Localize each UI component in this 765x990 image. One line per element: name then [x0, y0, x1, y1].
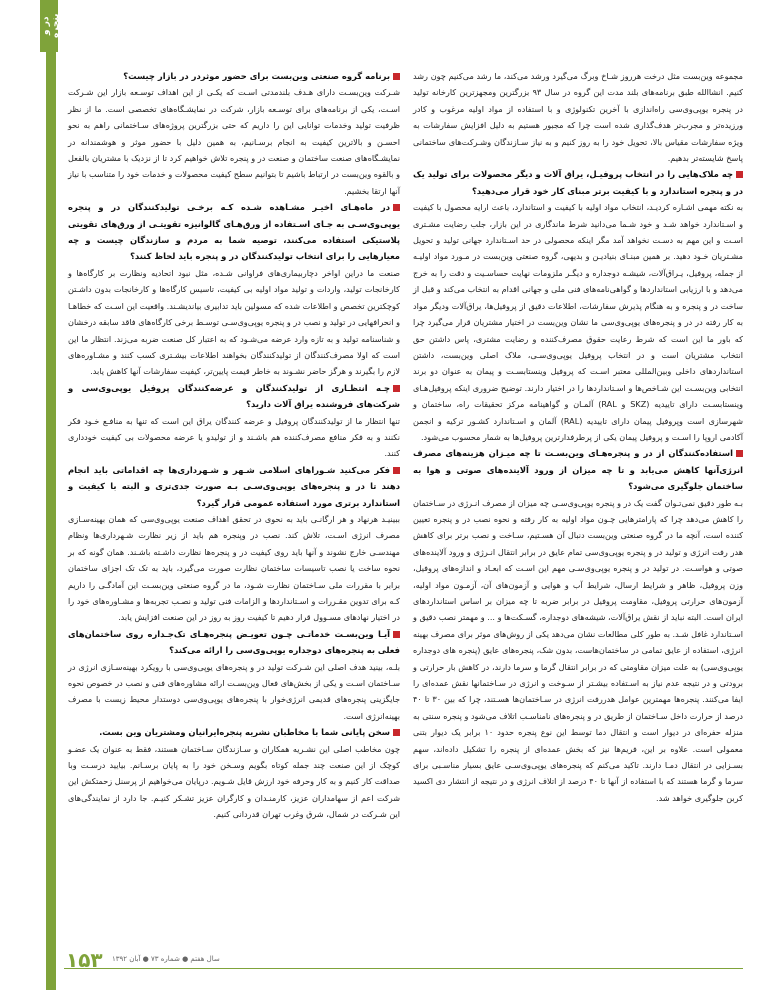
question-bullet-icon — [393, 631, 400, 638]
interview-answer: بـه طور دقیق نمی‌تـوان گفت یک در و پنجره یوپی‌وی‌سـی چه میزان از مصرف انـرژی در سـاختمان را کاهش می‌دهد چرا که پارامترهایی چـون مواد اولیه به کار رفته و نحوه نصب در و پنجره تعیین کننده است، آنچه ما در گروه صنعتی وین‌بست دنبال آن هسـتیم، سـاخت و نصب برتر برای کاهش هدر رفت انرژی و تولید در و پنجره یوپی‌وی‌سی تمام عایق در برابر انتقال انـرژی و ورود آلاینده‌های صوتی و هواسـت. در تولید در و پنجره یوپی‌وی‌سـی مهم این اسـت که ابعـاد و اندازه‌های پروفیل، وزن پروفیل، ظاهر و شرایط ارسال، شرایط آب و هوایی و آزمون‌های آن، آزمـون مواد اولیه، آزمون‌های حرارتی پروفیل، مقاومت پروفیل در برابر ضربه تا چه میزان بر اساس استانداردهای ایران است. البته نباید از نقش یراق‌آلات، شیشه‌های دوجداره، گسـکت‌ها و ... و مهمتر نصب دقیق و اسـتاندارد غافل شـد. به طور کلی مطالعات نشان می‌دهد یکی از روش‌های موثر برای مصرف بهینه انرژی، استفاده از عایق تمامی در ساختمان‌هاست، بدون شک، پنجره‌های عایق (پنجره های دوجداره یوپی‌وی‌سی) به علت میزان مقاومتی که در برابر انتقال گرما و سرما دارند، در کاهش بار حرارتی و برودتی و در نتیجه عدم نیاز به اسـتفاده بیشـتر از سـوخت و انرژی در سـاختمانها نقش عمده‌ای را ایفا می‌کنند. پنجره‌ها مهمترین عوامل هدررفت انرژی در سـاختمان‌ها هسـتند، چرا که بین ۳۰ تا ۴۰ درصد از حرارت داخل سـاختمان از طریق در و پنجره‌های نامناسـب اتلاف می‌شود و پنجره سنتی به منزله حفره‌ای در دیوار است و انتقال دما توسط این نوع پنجره حدود ۱۰ برابر یک دیوار بتنی معمولی است. علاوه بر این، فریم‌ها نیز که بخش عمده‌ای از پنجره را تشکیل داده‌اند، سهم بسـزایی در انتقال دمـا دارند. تاکید می‌کنم که پنجره‌های یوپی‌وی‌سـی عایق بسیار مناسـبی برای سرما و گرما هستند که با استفاده از آنها تا ۴۰ درصد از اتلاف انرژی و در نتیجه از انتشار دی اکسید کربن جلوگیری خواهد شد. — [413, 497, 743, 803]
question-text: فکر می‌کنید شـوراهای اسلامی شـهر و شـهرداری‌ها چه اقداماتی باید انجام دهند تا در و پنجره‌های یوپی‌وی‌سـی بـه صورت جدی‌تری و البته با کیفیت و استاندارد برتری مورد استفاده عمومی قرار گیرد؟ — [68, 464, 400, 508]
interview-answer: صنعت ما دراین اواخر دچاربیماری‌های فراوانی شـده، مثل نبود اتحادیه ونظارت بر کارگاه‌ها و کارخانجات تولید، واردات و تولید مواد اولیه بی کیفیت، تاسیس کارگاه‌ها و کارخانجات بدون داشـتن کوچکترین تخصص و اطلاعات شده که مسولین باید تدابیری بیاندیشـند. واقعیت این اسـت که خطاهـا و انحرافهایی در تولید و نصب در و پنجره یوپی‌وی‌سـی توسـط برخی کارگاه‌های فاقد سابقه درخشان و شناسنامه تولید و به تازه وارد عرضه می‌شـود که به اعتبار کل صنعت ضربه می‌زند. انتظار ما این است که اولا مصرف‌کنندگان از تولیدکنندگان بخواهند اطلاعات بیشـتری کسب کنند و مشـاوره‌های لازم را بگیرند و هرگز حاضر نشـوند به خاطر قیمت پایین‌تر، کیفیت سفارشات آنها کاهش یابد. — [68, 267, 400, 377]
interview-answer: مجموعه وین‌بست مثل درخت هرروز شـاخ وبرگ می‌گیرد ورشد می‌کند، ما رشد می‌کنیم چون رشد کنیم. انشاالله طبق برنامه‌های بلند مدت این گروه در سال ۹۳ بزرگترین ومجهزترین کارخانه تولید در پنجره یوپی‌وی‌سی راه‌اندازی با آخرین تکنولوژی و با استفاده از مواد اولیه مرغوب و کادر ورزیده‌تر و مجرب‌تر هدف‌گذاری شده است چرا که مجبور هستیم به دلیل افزایش سفارشات به ویژه سفارشات مقیاس بالا، تحویل خود را به روز کنیم و به نیاز سـازندگان وشـرکت‌های ساختمانی پاسخ شایسته‌تر بدهیم. — [413, 71, 743, 164]
question-bullet-icon — [736, 171, 743, 178]
question-text: استفاده‌کنندگان از در و پنجره‌هـای وین‌بسـت تا چه میـزان هزینه‌های مصرف انرژی‌آنها کاهش می‌یابد و تا چه میزان از ورود آلاینده‌های صوتی و هوا به ساختمان جلوگیری می‌شود؟ — [413, 448, 743, 492]
interview-answer: به نکته مهمی اشـاره کردیـد، انتخاب مواد اولیه با کیفیت و استاندارد، باعث ارایه محصول با کیفیت و اسـتاندارد خواهد شـد و خود شـما می‌دانید شرط ماندگاری در این بازار، جلب رضایت مشـتری اسـت و این مهم به دسـت نخواهد آمد مگر اینکه محصولی در حد اسـتاندارد جهانی تولید و تحویل مشـتریان خـود دهید. بر همین مبنـای بنیادیـن و بدیهی، گروه صنعتی وین‌بست در مـورد مواد اولیـه از جمله، پروفیل، یـراق‌آلات، شیشـه دوجداره و دیگـر ملزومات نهایت حساسـیت و دقت را به خرج می‌دهد و با ارزیابی استانداردها و گواهی‌نامه‌های فنی ملی و جهانی اقدام به انتخاب می‌کند و قبل از ساخت در و پنجره و به هنگام پذیرش سفارشات، اطلاعات دقیق از پروفیل‌ها، یراق‌آلات ودیگر مواد به کار رفته در در و پنجره‌های یوپی‌وی‌سی ما نشان وین‌بست در اختیار مشتریان قرار می‌گیرد چرا که باور ما این است که شرط رعایت حقوق مصرف‌کننده و رضایت مشتری، پاس داشتن حق انتخاب مشتریان است و در انتخاب پروفیل یوپی‌وی‌سـی، ملاک اصلی وین‌بست، داشتن استانداردهای داخلی وبین‌المللی معتبر اسـت که پروفیل وینستابسـت و پیمان به عنوان دو برند انتخابی وین‌بسـت این شـاخص‌ها و اسـتانداردها را در اختیار دارند. توضیح ضروری اینکه پروفیل‌هـای وینستابسـت دارای تاییدیه (SKZ و RAL) آلمـان و گواهینامه مرکز تحقیقات راه، ساختمان و شهرسازی است وپروفیل پیمان دارای تاییدیه (RAL) آلمان و اسـتاندارد کشـور ترکیه و انجمن آکادمی اروپا را اسـت و پروفیل پیمان یکی از پرطرفدارترین پروفیل‌ها به شمار محسوب می‌شود. — [413, 202, 743, 442]
question-text: چـه انتظـاری از تولیدکنندگان و عرضه‌کنندگان پروفیل یوپی‌وی‌سی و شرکت‌های فروشنده یراق آلات دارید؟ — [68, 382, 400, 410]
question-text: سخن پایانی شما با مخاطبان نشریه پنجره‌ایرانیان ومشتریان وین بست. — [99, 727, 390, 738]
right-text-column — [413, 68, 743, 806]
footer-issue-info: سال هفتم ● شماره ۷۳ ● آبان ۱۳۹۲ — [112, 955, 220, 963]
interview-question — [68, 199, 400, 265]
page-number: ۱۵۳ — [66, 948, 103, 972]
interview-answer: ببینیـد هرنهاد و هر ارگانـی باید به نحوی در تحقق اهداف صنعت یوپی‌وی‌سی که همان بهینه‌سـازی مصرف انرژی اسـت، تلاش کند. نصب در وپنجره هم باید از زیر نظارت شـهرداری‌ها ونظام مهندسـی خارج نشوند و آنها باید روی کیفیت در و پنجره‌ها نظارت داشـته باشـند. همان گونه که بر نحوه ساخت یا نصب تاسیسات ساختمان نظارت صورت می‌گیرد، باید به تک تک اجزای ساختمان برابر با مقررات ملی سـاختمان نظارت شـود، ما در گروه صنعتی وین‌بسـت این آمادگـی را داریم کـه برای تدوین مقـررات و اسـتانداردها و الزامات فنی تولید و نصـب تجربه‌ها و مشـاوره‌های خود را در اختیار نهادهای مسـوول قرار دهیم تا کیفیت روز به روز در این صنعت افزایش یابد. — [68, 513, 400, 623]
sidebar-accent-strip — [46, 0, 56, 990]
page-sidebar — [0, 0, 61, 990]
question-bullet-icon — [393, 73, 400, 80]
interview-question — [68, 380, 400, 413]
question-bullet-icon — [393, 204, 400, 211]
interview-question — [68, 462, 400, 511]
interview-answer: بلـه، بینید هدف اصلی این شـرکت تولید در و پنجره‌های یوپی‌وی‌سی با رویکرد بهینه‌سـازی انرژی در سـاختمان اسـت و یکی از بخش‌های فعال وین‌بسـت ارائه مشاوره‌های فنی و نصب در خصوص نحوه جایگزینی پنجره‌های قدیمی انرژی‌خوار با پنجره‌های یوپی‌وی‌سی دوستدار محیط زیست با مصرف بهینه‌انرژی است. — [68, 661, 400, 721]
section-label: در و پنجره — [41, 13, 61, 39]
question-text: برنامه گروه صنعتی وین‌بست برای حضور موثردر در بازار چیست؟ — [123, 71, 390, 81]
question-bullet-icon — [736, 450, 743, 457]
question-text: آیـا وین‌بسـت خدماتـی چـون تعویـض پنجره‌هـای تک‌جـداره روی ساختمان‌های فعلی به پنجره‌های دوجداره یوپی‌وی‌سی را ارائه می‌کند؟ — [68, 628, 400, 656]
interview-question — [413, 445, 743, 494]
question-text: چه ملاک‌هایی را در انتخاب پروفیـل، یراق آلات و دیگر محصولات برای تولید یک در و پنجره استاندارد و با کیفیت برتر مبنای کار خود قرار می‌دهید؟ — [413, 169, 743, 196]
interview-question — [68, 68, 400, 84]
question-bullet-icon — [393, 729, 400, 736]
question-text: در ماه‌هـای اخیـر مشـاهده شـده کـه برخـی تولیدکنندگان در و پنجره یوپی‌وی‌سـی به جـای اسـتفاده از ورق‌هـای گالوانیزه تقویتـی از ورق‌های تقویتی پلاستیکی استفاده می‌کنند، توصیه شما به مردم و سازندگان چیست و چه معیارهایی را برای انتخاب تولیدکنندگان در و پنجره باید لحاظ کنند؟ — [68, 202, 400, 262]
interview-question — [68, 724, 400, 740]
interview-answer: تنها انتظار ما از تولیدکنندگان پروفیل و عرضه کنندگان یراق این است که تنها به منافـع خـود فکر نکنند و به فکر منافع مصرف‌کننده هم باشـند و از تولیدو یا عرضه محصولات بی کیفیت خودداری کنند. — [68, 415, 400, 459]
interview-question — [413, 166, 743, 199]
interview-question — [68, 626, 400, 659]
question-bullet-icon — [393, 467, 400, 474]
footer-divider — [64, 968, 743, 969]
interview-answer: چون مخاطب اصلی این نشـریه همکاران و سـازندگان سـاختمان هستند، فقط به عنوان یک عضـو کوچک از این صنعت چند جمله کوتاه بگویم وسـخن خود را به پایان برسـانم. بیایید درسـت وبا صداقت کار کنیم و به کار وحرفه خود ارزش قایل شـویم. درپایان می‌خواهیم از پرسنل زحمتکش این شرکت اعم از سهامداران عزیز، کارمنـدان و کارگران عزیز تشـکر کنیـم. جا دارد از نمایندگی‌های این شـرکت در شمال، شرق وغرب تهران قدردانی کنیم. — [68, 743, 400, 820]
left-text-column — [68, 68, 400, 823]
interview-answer: شـرکت وین‌بسـت دارای هـدف بلندمدتی اسـت که یکـی از این اهداف توسـعه بازار این شـرکت اسـت، یکی از برنامه‌های برای توسـعه بازار، شرکت در نمایشـگاه‌های تخصصی است. ما از نظر ظرفیت تولید وخدمات توانایی این را داریم که حتی بزرگترین پروژه‌های سـاختمانی راهم به نحو احسـن و بالاترین کیفیت به انجام برسـانیم، به همین دلیل با حضور موثر و هوشمندانه در نمایشـگاه‌های صنعت ساختمان و صنعت در و پنجره تلاش خواهیم کرد تا از نزدیک با مشتریان بالفعل و بالقوه وین‌بست در ارتباط باشیم تا بتوانیم سطح کیفیت محصولات و خدمات خود را متناسب با نیاز آنها ارتقا بخشیم. — [68, 87, 400, 196]
question-bullet-icon — [393, 385, 400, 392]
